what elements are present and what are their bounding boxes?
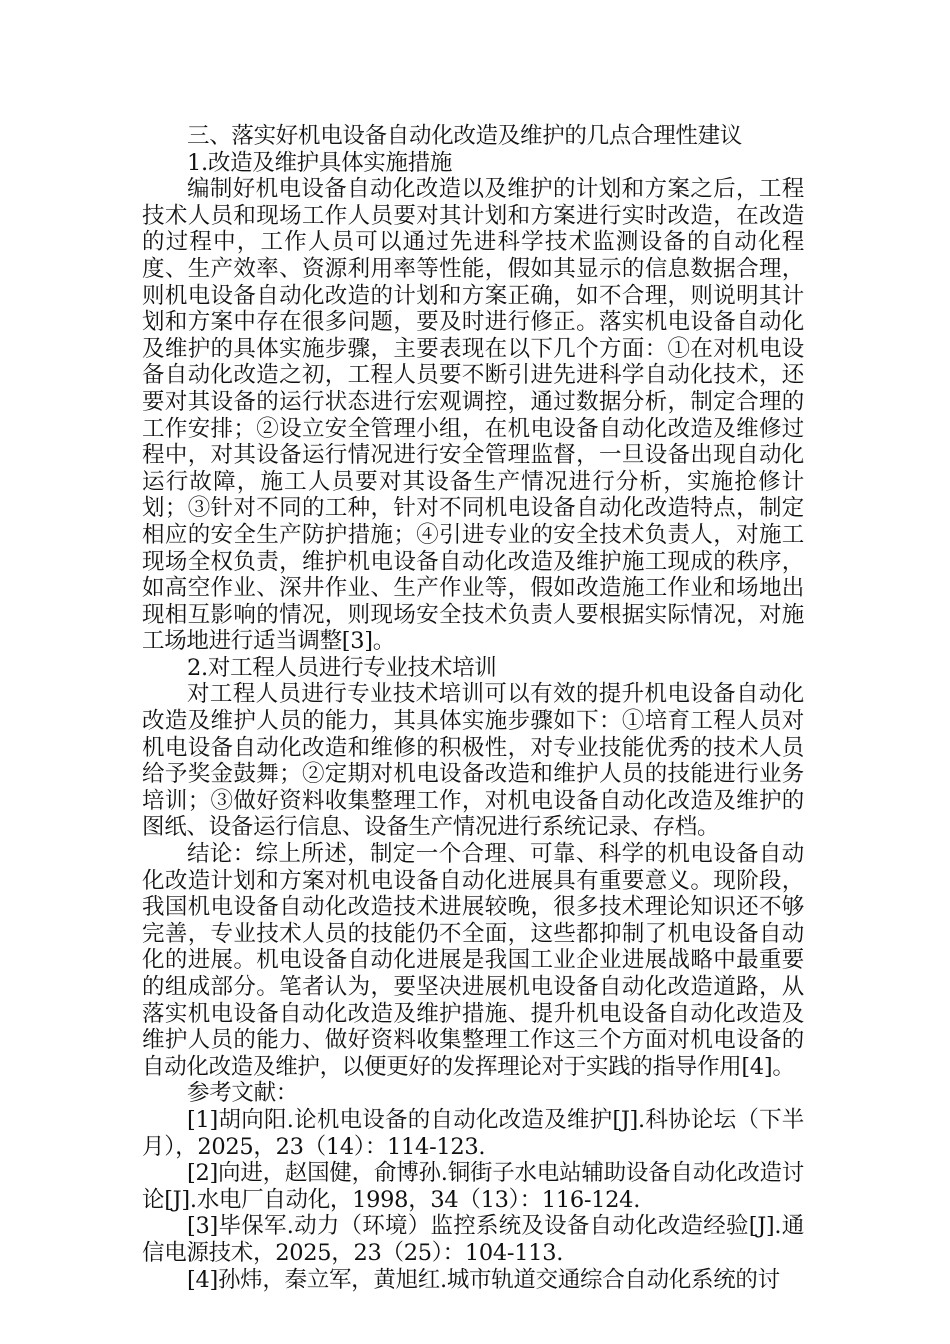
reference-item-1: [1]胡向阳.论机电设备的自动化改造及维护[J].科协论坛（下半月），2025，23（14）：114-123. <box>142 1106 804 1160</box>
reference-item-3: [3]毕保军.动力（环境）监控系统及设备自动化改造经验[J].通信电源技术，2025，23（25）：104-113. <box>142 1213 804 1266</box>
reference-item-2: [2]向进，赵国健，俞博孙.铜街子水电站辅助设备自动化改造讨论[J].水电厂自动化，1998，34（13）：116-124. <box>142 1160 804 1213</box>
subsection-1-heading: 1.改造及维护具体实施措施 <box>187 149 453 176</box>
subsection-1-paragraph: 编制好机电设备自动化改造以及维护的计划和方案之后，工程技术人员和现场工作人员要对其计划和方案进行实时改造，在改造的过程中，工作人员可以通过先进科学技术监测设备的自动化程度、生产效率、资源利用率等性能，假如其显示的信息数据合理，则机电设备自动化改造的计划和方案正确，如不合理，则说明其计划和方案中存在很多问题，要及时进行修正。落实机电设备自动化及维护的具体实施步骤，主要表现在以下几个方面：①在对机电设备自动化改造之初，工程人员要不断引进先进科学自动化技术，还要对其设备的运行状态进行宏观调控，通过数据分析，制定合理的工作安排；②设立安全管理小组，在机电设备自动化改造及维修过程中，对其设备运行情况进行安全管理监督，一旦设备出现自动化运行故障，施工人员要对其设备生产情况进行分析，实施抢修计划；③针对不同的工种，针对不同机电设备自动化改造特点，制定相应的安全生产防护措施；④引进专业的安全技术负责人，对施工现场全权负责，维护机电设备自动化改造及维护施工现成的秩序，如高空作业、深井作业、生产作业等，假如改造施工作业和场地出现相互影响的情况，则现场安全技术负责人要根据实际情况，对施工场地进行适当调整[3]。 <box>142 176 804 655</box>
references-heading: 参考文献： <box>187 1080 299 1107</box>
reference-item-4: [4]孙炜，秦立军，黄旭红.城市轨道交通综合自动化系统的讨 <box>187 1266 780 1293</box>
document-body <box>142 123 804 1293</box>
conclusion-paragraph: 结论：综上所述，制定一个合理、可靠、科学的机电设备自动化改造计划和方案对机电设备自动化进展具有重要意义。现阶段，我国机电设备自动化改造技术进展较晚，很多技术理论知识还不够完善，专业技术人员的技能仍不全面，这些都抑制了机电设备自动化的进展。机电设备自动化进展是我国工业企业进展战略中最重要的组成部分。笔者认为，要坚决进展机电设备自动化改造道路，从落实机电设备自动化改造及维护措施、提升机电设备自动化改造及维护人员的能力、做好资料收集整理工作这三个方面对机电设备的自动化改造及维护，以便更好的发挥理论对于实践的指导作用[4]。 <box>142 841 804 1080</box>
subsection-2-paragraph: 对工程人员进行专业技术培训可以有效的提升机电设备自动化改造及维护人员的能力，其具体实施步骤如下：①培育工程人员对机电设备自动化改造和维修的积极性，对专业技能优秀的技术人员给予奖金鼓舞；②定期对机电设备改造和维护人员的技能进行业务培训；③做好资料收集整理工作，对机电设备自动化改造及维护的图纸、设备运行信息、设备生产情况进行系统记录、存档。 <box>142 681 804 841</box>
section-heading: 三、落实好机电设备自动化改造及维护的几点合理性建议 <box>187 123 743 149</box>
subsection-2-heading: 2.对工程人员进行专业技术培训 <box>187 654 497 681</box>
